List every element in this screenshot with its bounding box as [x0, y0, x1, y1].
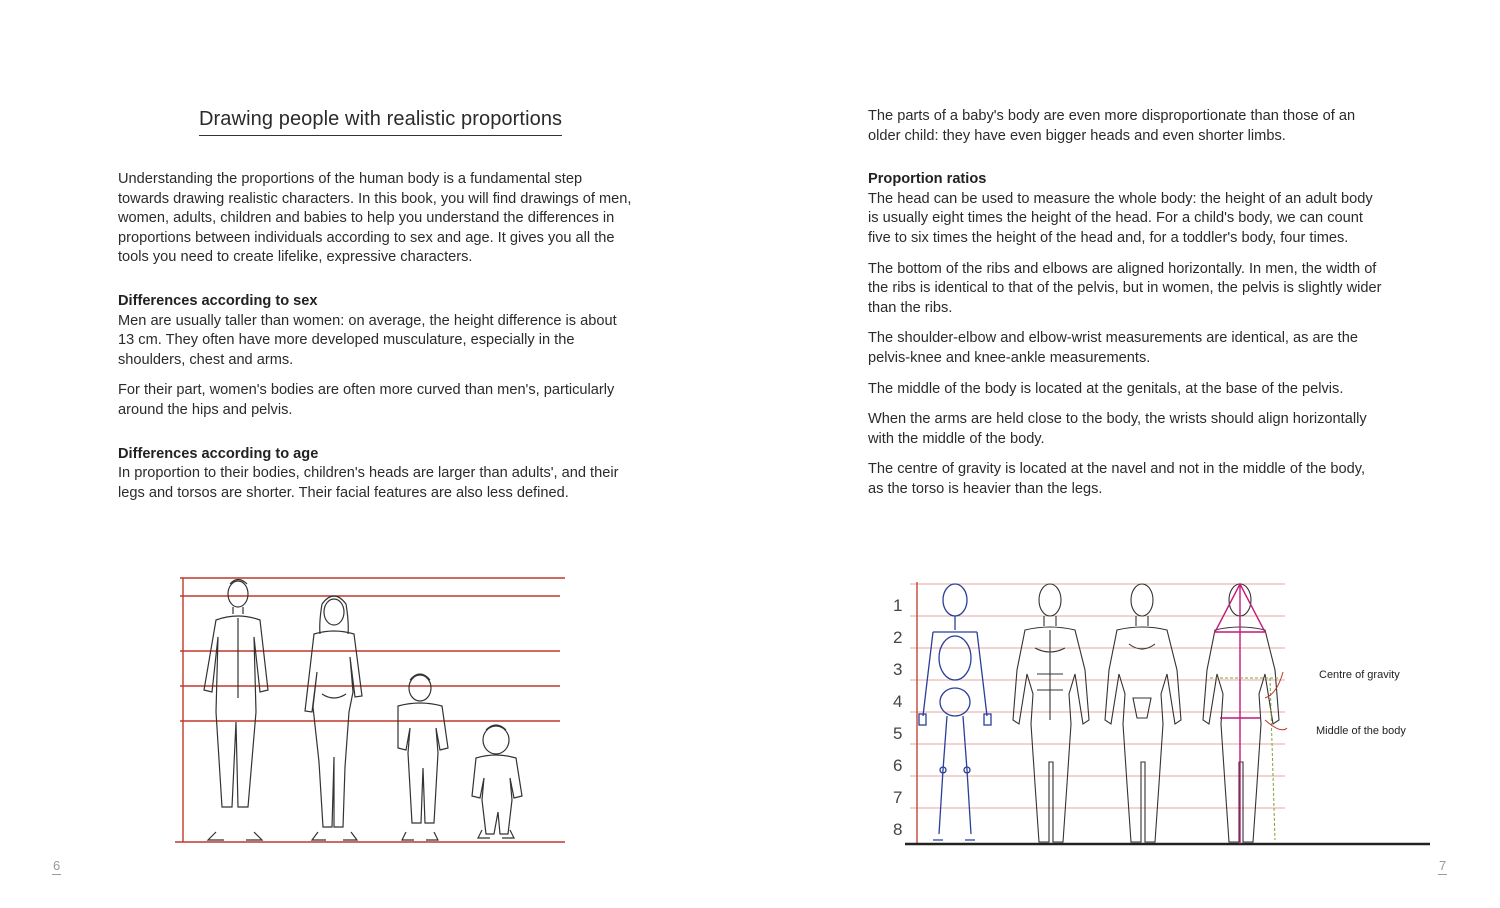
intro-paragraph: Understanding the proportions of the human body is a fundamental step towards drawing realistic characters. In this book, you will find drawings of men, women, adults, children and babies to help you understand the differences in proportions between individuals according to sex and age. It gives you all the tools you need to create lifelike, expressive characters. [118, 171, 632, 266]
proportion-chart-illustration [875, 578, 1435, 853]
scale-number: 1 [893, 596, 903, 615]
scale-number: 6 [893, 756, 903, 775]
label-middle-of-body: Middle of the body [1316, 725, 1406, 737]
scale-number: 7 [893, 788, 903, 807]
section-heading-ratios: Proportion ratios [868, 171, 987, 188]
scale-numbers [893, 596, 902, 839]
left-text-column [118, 170, 634, 514]
page-number-left: 6 [53, 858, 61, 873]
head-unit-lines [910, 584, 1285, 808]
ratios-paragraph-3: The shoulder-elbow and elbow-wrist measurements are identical, as are the pelvis-knee and knee-ankle measurements. [868, 330, 1358, 366]
section-sex [118, 292, 634, 421]
family-height-illustration [170, 570, 570, 850]
scale-number: 4 [893, 692, 903, 711]
ratios-paragraph-6: The centre of gravity is located at the navel and not in the middle of the body, as the torso is heavier than the legs. [868, 461, 1366, 497]
woman-figure [305, 596, 362, 840]
scale-number: 2 [893, 628, 903, 647]
age-paragraph-1: In proportion to their bodies, children's heads are larger than adults', and their legs and torsos are shorter. Their facial features are also less defined. [118, 465, 619, 501]
sex-paragraph-1: Men are usually taller than women: on average, the height difference is about 13 cm. They often have more developed musculature, especially in the shoulders, chest and arms. [118, 312, 617, 368]
page-title: Drawing people with realistic proportions [199, 108, 562, 136]
height-guide-lines [175, 578, 565, 842]
scale-number: 8 [893, 820, 903, 839]
pelvis-triangle-guides [1215, 584, 1265, 844]
baby-paragraph: The parts of a baby's body are even more disproportionate than those of an older child: they have even bigger heads and even shorter limbs. [868, 108, 1356, 144]
analysis-figure [1203, 584, 1279, 842]
section-heading-age: Differences according to age [118, 445, 319, 462]
label-centre-of-gravity: Centre of gravity [1319, 669, 1400, 681]
page-number-right: 7 [1439, 858, 1447, 873]
anatomy-figure [1105, 584, 1181, 842]
child-figure [398, 674, 448, 840]
ratios-paragraph-1: The head can be used to measure the whole body: the height of an adult body is usually eight times the height of the head. For a child's body, we can count five to six times the height of the head and, for a toddler's body, four times. [868, 190, 1373, 246]
ratios-paragraph-2: The bottom of the ribs and elbows are aligned horizontally. In men, the width of the ribs is identical to that of the pelvis, but in women, the pelvis is slightly wider than the ribs. [868, 260, 1382, 316]
ratios-paragraph-5: When the arms are held close to the body, the wrists should align horizontally with the middle of the body. [868, 411, 1367, 447]
section-age [118, 445, 634, 504]
section-heading-sex: Differences according to sex [118, 292, 318, 309]
man-figure [204, 580, 268, 841]
scale-number: 3 [893, 660, 903, 679]
ratios-paragraph-4: The middle of the body is located at the genitals, at the base of the pelvis. [868, 380, 1344, 397]
right-text-column [868, 107, 1384, 511]
sex-paragraph-2: For their part, women's bodies are often more curved than men's, particularly around the hips and pelvis. [118, 382, 615, 418]
right-page [750, 0, 1500, 908]
section-ratios [868, 170, 1384, 499]
toddler-figure [472, 725, 522, 838]
scale-number: 5 [893, 724, 903, 743]
muscle-figure [1013, 584, 1089, 842]
